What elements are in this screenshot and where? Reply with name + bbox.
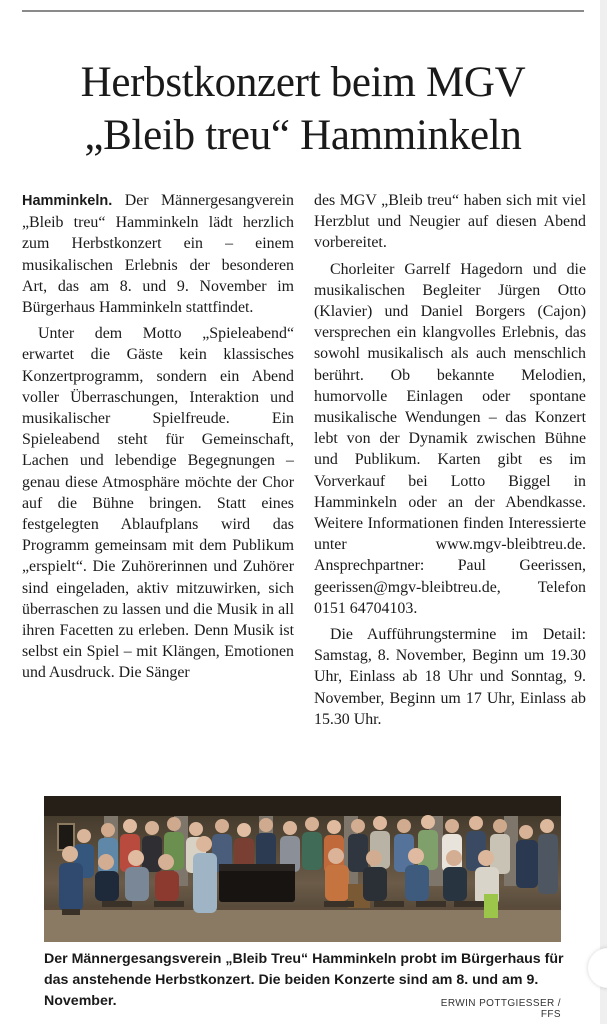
headline-line-1: Herbstkonzert beim MGV xyxy=(80,59,526,106)
top-rule xyxy=(22,10,584,12)
photo-credit: ERWIN POTTGIESSER / FFS xyxy=(440,998,561,1020)
article-column-left xyxy=(22,190,294,684)
page-edge xyxy=(600,0,607,1024)
headline xyxy=(24,56,582,162)
dateline: Hamminkeln. xyxy=(22,193,113,209)
headline-line-2: „Bleib treu“ Hamminkeln xyxy=(84,112,522,159)
paragraph: Unter dem Motto „Spieleabend“ erwartet die Gäste kein klassisches Konzertprogramm, sondern ein Abend voller Überraschungen, Interaktion und musikalischer Spielfreude. Ein Spieleabend steht für Gemeinschaft, Lachen und lebendige Begegnungen – genau diese Atmosphäre möchte der Chor auf die Bühne bringen. Statt eines festgelegten Ablaufplans wird das Programm gemeinsam mit dem Publikum „erspielt“. Die Zuhörerinnen und Zuhörer sind eingeladen, aktiv mitzuwirken, sich überraschen zu lassen und die Musik in all ihren Facetten zu erleben. Denn Musik ist selbst ein Spiel – mit Klängen, Emotionen und Ausdruck. Die Sänger xyxy=(22,325,294,682)
paragraph xyxy=(22,190,294,318)
photo-caption: Der Männergesangsverein „Bleib Treu“ Hamminkeln probt im Bürgerhaus für das anstehende Herbstkonzert. Die beiden Konzerte sind am 8. und am 9. November. xyxy=(44,951,564,1009)
choir-photo xyxy=(44,796,561,942)
paragraph-text: Der Männergesangverein „Bleib treu“ Hamminkeln lädt herzlich zum Herbstkonzert ein – einem musikalischen Erlebnis der besonderen Art, das am 8. und 9. November im Bürgerhaus Hamminkeln stattfindet. xyxy=(22,192,294,317)
paragraph: des MGV „Bleib treu“ haben sich mit viel Herzblut und Neugier auf diesen Abend vorbereitet. xyxy=(314,192,586,252)
paragraph: Chorleiter Garrelf Hagedorn und die musikalischen Begleiter Jürgen Otto (Klavier) und Daniel Borgers (Cajon) versprechen ein klangvolles Erlebnis, das sowohl musikalisch als auch menschlich berührt. Ob bekannte Melodien, humorvolle Einlagen oder spontane musikalische Wendungen – das Konzert lebt von der Dynamik zwischen Bühne und Publikum. Karten gibt es im Vorverkauf bei Lotto Biggel in Hamminkeln oder an der Abendkasse. Weitere Informationen finden Interessierte unter www.mgv-bleibtreu.de. Ansprechpartner: Paul Geerissen, geerissen@mgv-bleibtreu.de, Telefon 0151 64704103. xyxy=(314,260,586,617)
paragraph: Die Aufführungstermine im Detail: Samstag, 8. November, Beginn um 19.30 Uhr, Einlass ab 18 Uhr und Sonntag, 9. November, Beginn um 17 Uhr, Einlass ab 15.30 Uhr. xyxy=(314,626,586,728)
article-column-right xyxy=(314,190,586,730)
scroll-handle[interactable] xyxy=(588,948,607,988)
